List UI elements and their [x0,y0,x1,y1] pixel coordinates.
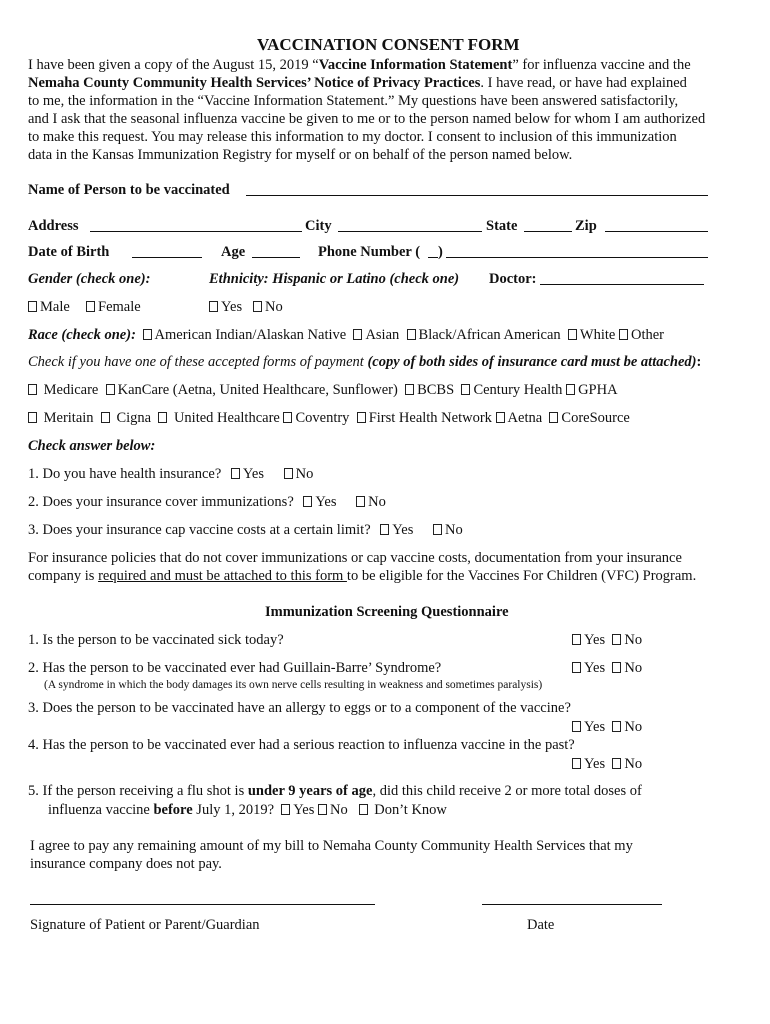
screening-q4-answers: Yes No [572,755,642,773]
payment-checkbox-medicare[interactable] [28,384,37,395]
race-checkbox-american-indian[interactable] [143,329,152,340]
gender-label: Gender (check one): [28,271,151,287]
phone-close-paren: ) [438,244,443,260]
dob-label: Date of Birth [28,244,110,260]
race-checkbox-black[interactable] [407,329,416,340]
insurance-q3: 3. Does your insurance cap vaccine costs at a certain limit? Yes No [28,522,463,538]
screening-q4-no-checkbox[interactable] [612,758,621,769]
check-answer-header: Check answer below: [28,438,156,454]
screening-q3-answers: Yes No [572,718,642,736]
dob-field[interactable] [132,257,202,258]
address-label: Address [28,218,79,234]
screening-q1-answers: Yes No [572,631,642,649]
insurance-q1-yes-checkbox[interactable] [231,468,240,479]
gender-female-option[interactable]: Female [86,298,141,316]
address-field[interactable] [90,231,302,232]
insurance-q2-yes-checkbox[interactable] [303,496,312,507]
doctor-field[interactable] [540,284,704,285]
screening-q5-line-2: influenza vaccine before July 1, 2019? Yes No Don’t Know [48,802,447,818]
insurance-q3-no-checkbox[interactable] [433,524,442,535]
female-checkbox[interactable] [86,301,95,312]
payment-checkbox-meritain[interactable] [28,412,37,423]
screening-q2-answers: Yes No [572,659,642,677]
zip-label: Zip [575,218,597,234]
payment-row-1: Medicare KanCare (Aetna, United Healthcare, Sunflower) BCBS Century Health GPHA [28,381,618,399]
phone-area-field[interactable] [428,257,438,258]
screening-q2-no-checkbox[interactable] [612,662,621,673]
intro-line-4: and I ask that the seasonal influenza vaccine be given to me or to the person named below for whom I am authorized [28,111,706,127]
screening-q2: 2. Has the person to be vaccinated ever had Guillain-Barre’ Syndrome? [28,660,442,676]
male-checkbox[interactable] [28,301,37,312]
state-field[interactable] [524,231,572,232]
screening-q5-no-checkbox[interactable] [318,804,327,815]
ethnicity-yes-option[interactable]: Yes [209,298,242,316]
ethnicity-no-option[interactable]: No [253,298,283,316]
race-row: Race (check one): American Indian/Alaskan Native Asian Black/African American White Other [28,327,664,343]
screening-title: Immunization Screening Questionnaire [265,604,509,620]
screening-q3: 3. Does the person to be vaccinated have an allergy to eggs or to a component of the vaccine? [28,700,571,716]
signature-label: Signature of Patient or Parent/Guardian [30,917,260,933]
screening-q2-yes-checkbox[interactable] [572,662,581,673]
city-field[interactable] [338,231,482,232]
form-title: VACCINATION CONSENT FORM [257,35,520,54]
screening-q1-no-checkbox[interactable] [612,634,621,645]
payment-checkbox-cigna[interactable] [101,412,110,423]
insurance-q3-yes-checkbox[interactable] [380,524,389,535]
insurance-q2: 2. Does your insurance cover immunizations? Yes No [28,494,386,510]
screening-q4: 4. Has the person to be vaccinated ever had a serious reaction to influenza vaccine in the past? [28,737,575,753]
payment-checkbox-gpha[interactable] [566,384,575,395]
age-field[interactable] [252,257,300,258]
name-label: Name of Person to be vaccinated [28,182,230,198]
phone-label: Phone Number ( [318,244,421,260]
screening-q5-yes-checkbox[interactable] [281,804,290,815]
insurance-note-line-1: For insurance policies that do not cover immunizations or cap vaccine costs, documentation from your insurance [28,550,682,566]
state-label: State [486,218,518,234]
intro-line-3: to me, the information in the “Vaccine Information Statement.” My questions have been answered satisfactorily, [28,93,679,109]
zip-field[interactable] [605,231,708,232]
ethnicity-no-checkbox[interactable] [253,301,262,312]
gender-male-option[interactable]: Male [28,298,70,316]
race-checkbox-asian[interactable] [353,329,362,340]
screening-q5-line-1: 5. If the person receiving a flu shot is under 9 years of age, did this child receive 2 or more total doses of [28,783,642,799]
intro-line-1: I have been given a copy of the August 15, 2019 “Vaccine Information Statement” for influenza vaccine and the [28,57,691,73]
intro-line-2: Nemaha County Community Health Services’ Notice of Privacy Practices. I have read, or have had explained [28,75,687,91]
screening-q4-yes-checkbox[interactable] [572,758,581,769]
payment-checkbox-first-health[interactable] [357,412,366,423]
payment-checkbox-coventry[interactable] [283,412,292,423]
doctor-label: Doctor: [489,271,537,287]
payment-checkbox-aetna[interactable] [496,412,505,423]
screening-q1: 1. Is the person to be vaccinated sick today? [28,632,284,648]
payment-checkbox-century-health[interactable] [461,384,470,395]
phone-field[interactable] [446,257,708,258]
agreement-line-1: I agree to pay any remaining amount of my bill to Nemaha County Community Health Services that my [30,838,633,854]
payment-checkbox-kancare[interactable] [106,384,115,395]
payment-checkbox-coresource[interactable] [549,412,558,423]
date-field[interactable] [482,904,662,905]
name-field[interactable] [246,195,708,196]
payment-label: Check if you have one of these accepted forms of payment (copy of both sides of insurance card must be attached): [28,354,702,370]
payment-checkbox-united-healthcare[interactable] [158,412,167,423]
agreement-line-2: insurance company does not pay. [30,856,222,872]
payment-checkbox-bcbs[interactable] [405,384,414,395]
intro-line-5: to make this request. You may release this information to my doctor. I consent to inclusion of this immunization [28,129,677,145]
signature-field[interactable] [30,904,375,905]
city-label: City [305,218,332,234]
screening-q2-note: (A syndrome in which the body damages its own nerve cells resulting in weakness and sometimes paralysis) [44,679,543,691]
ethnicity-label: Ethnicity: Hispanic or Latino (check one) [209,271,460,287]
insurance-q1: 1. Do you have health insurance? Yes No [28,466,314,482]
screening-q3-no-checkbox[interactable] [612,721,621,732]
date-label: Date [527,917,555,933]
insurance-q2-no-checkbox[interactable] [356,496,365,507]
race-checkbox-white[interactable] [568,329,577,340]
race-checkbox-other[interactable] [619,329,628,340]
payment-row-2: Meritain Cigna United Healthcare Coventry First Health Network Aetna CoreSource [28,409,630,427]
insurance-note-line-2: company is required and must be attached to this form to be eligible for the Vaccines For Children (VFC) Program. [28,568,697,584]
intro-line-6: data in the Kansas Immunization Registry for myself or on behalf of the person named below. [28,147,573,163]
screening-q3-yes-checkbox[interactable] [572,721,581,732]
ethnicity-yes-checkbox[interactable] [209,301,218,312]
race-label: Race (check one): [28,327,136,343]
screening-q1-yes-checkbox[interactable] [572,634,581,645]
screening-q5-dont-know-checkbox[interactable] [359,804,368,815]
age-label: Age [221,244,246,260]
insurance-q1-no-checkbox[interactable] [284,468,293,479]
